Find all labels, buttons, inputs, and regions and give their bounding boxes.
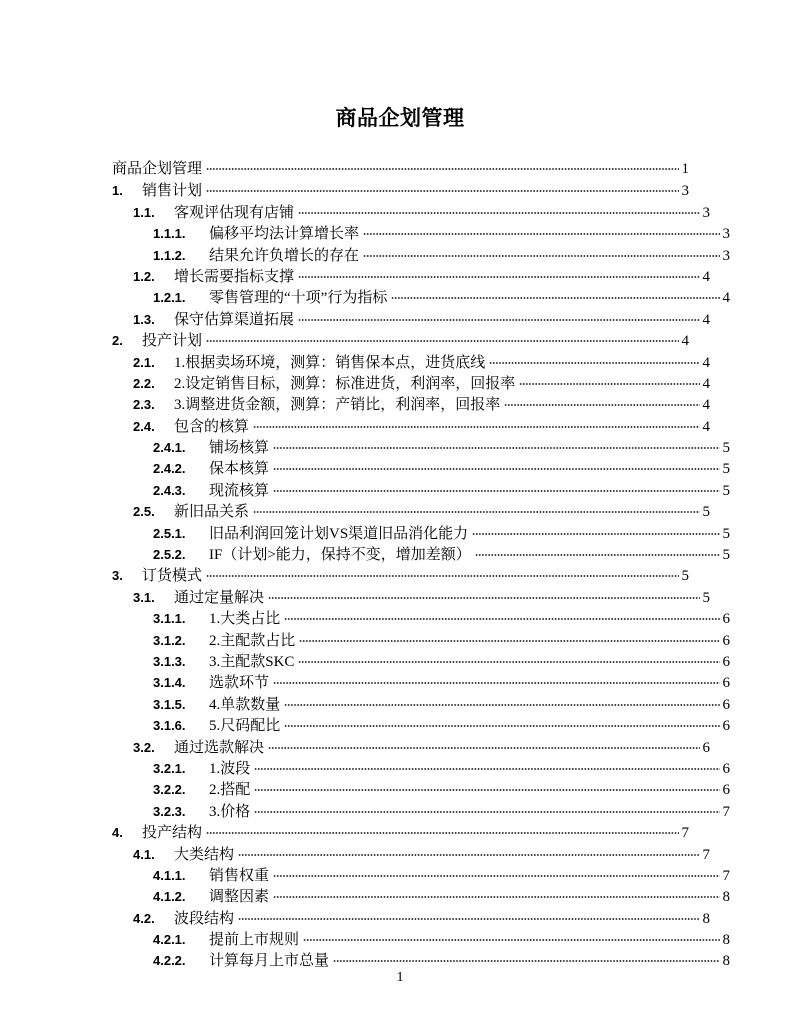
toc-entry-page-number: 3 <box>722 226 730 243</box>
toc-entry-page-number: 6 <box>722 611 730 628</box>
toc-entry-page-number: 4 <box>722 290 730 307</box>
toc-entry-page-number: 5 <box>722 482 730 499</box>
toc-dot-leader <box>273 673 720 687</box>
toc-dot-leader <box>254 802 720 816</box>
toc-entry[interactable] <box>112 715 730 736</box>
toc-entry-label: 包含的核算 <box>174 418 250 435</box>
toc-entry[interactable] <box>112 523 730 544</box>
toc-entry-number: 3.2. <box>133 739 155 755</box>
toc-entry-page-number: 4 <box>702 311 710 328</box>
toc-dot-leader <box>519 374 700 388</box>
toc-entry-label: 3.调整进货金额，测算：产销比，利润率，回报率 <box>174 397 501 414</box>
toc-dot-leader <box>489 353 700 367</box>
toc-entry-number: 4.1. <box>133 846 155 862</box>
toc-entry[interactable] <box>112 159 689 180</box>
toc-entry-number: 3.1. <box>133 589 155 605</box>
toc-entry[interactable] <box>112 737 710 758</box>
toc-entry-number: 3.1.4. <box>153 675 186 691</box>
toc-dot-leader <box>298 310 700 324</box>
toc-dot-leader <box>472 524 720 538</box>
toc-entry[interactable] <box>112 672 730 693</box>
toc-entry[interactable] <box>112 908 710 929</box>
toc-entry-label: 通过选款解决 <box>174 739 265 756</box>
toc-entry[interactable] <box>112 458 730 479</box>
toc-entry[interactable] <box>112 480 730 501</box>
toc-entry-label: 1.根据卖场环境，测算：销售保本点，进货底线 <box>174 354 486 371</box>
toc-entry-page-number: 7 <box>681 825 689 842</box>
toc-entry-label: 保守估算渠道拓展 <box>174 311 295 328</box>
toc-entry-label: 调整因素 <box>209 889 270 906</box>
toc-dot-leader <box>238 909 700 923</box>
toc-dot-leader <box>273 887 720 901</box>
toc-entry[interactable] <box>112 180 689 201</box>
toc-entry-label: 计算每月上市总量 <box>209 953 330 970</box>
toc-entry-number: 2.5.2. <box>153 547 186 563</box>
toc-dot-leader <box>253 417 700 431</box>
toc-entry-number: 2.4.3. <box>153 482 186 498</box>
toc-entry-page-number: 8 <box>722 889 730 906</box>
toc-entry-page-number: 1 <box>681 161 689 177</box>
toc-entry[interactable] <box>112 758 730 779</box>
toc-entry[interactable] <box>112 844 710 865</box>
toc-entry-number: 3.1.1. <box>153 611 186 627</box>
toc-dot-leader <box>298 203 700 217</box>
toc-dot-leader <box>298 652 720 666</box>
toc-entry-label: 2.搭配 <box>209 782 251 799</box>
toc-entry-number: 2.4. <box>133 418 155 434</box>
toc-entry-label: IF（计划>能力，保持不变，增加差额） <box>209 547 471 564</box>
toc-entry[interactable] <box>112 651 730 672</box>
toc-dot-leader <box>273 459 720 473</box>
toc-entry-number: 1. <box>112 183 123 199</box>
toc-entry-number: 3.2.2. <box>153 782 186 798</box>
toc-entry-number: 1.1.1. <box>153 226 186 242</box>
toc-entry[interactable] <box>112 330 689 351</box>
toc-entry-page-number: 3 <box>722 247 730 264</box>
toc-entry-label: 2.主配款占比 <box>209 632 296 649</box>
toc-dot-leader <box>504 395 700 409</box>
toc-entry-page-number: 6 <box>722 760 730 777</box>
toc-entry-page-number: 7 <box>722 803 730 820</box>
toc-entry-page-number: 5 <box>702 504 710 521</box>
table-of-contents <box>112 159 730 972</box>
toc-entry-number: 4. <box>112 825 123 841</box>
toc-dot-leader <box>284 695 720 709</box>
toc-entry-label: 大类结构 <box>174 846 235 863</box>
toc-entry-label: 3.主配款SKC <box>209 653 295 670</box>
page-number-footer: 1 <box>396 970 404 985</box>
toc-entry-number: 2.5. <box>133 504 155 520</box>
toc-entry[interactable] <box>112 352 710 373</box>
toc-entry-label: 订货模式 <box>142 568 203 585</box>
toc-entry-page-number: 6 <box>722 718 730 735</box>
toc-entry-number: 4.1.1. <box>153 867 186 883</box>
toc-entry[interactable] <box>112 223 730 244</box>
toc-entry-number: 1.2. <box>133 268 155 284</box>
toc-entry[interactable] <box>112 266 710 287</box>
toc-dot-leader <box>299 631 720 645</box>
toc-entry-label: 增长需要指标支撑 <box>174 268 295 285</box>
toc-entry-label: 2.设定销售目标，测算：标准进货，利润率，回报率 <box>174 375 516 392</box>
toc-entry[interactable] <box>112 501 710 522</box>
toc-entry-page-number: 6 <box>722 653 730 670</box>
toc-entry-page-number: 5 <box>722 461 730 478</box>
toc-entry-number: 3.1.3. <box>153 653 186 669</box>
toc-dot-leader <box>238 845 700 859</box>
toc-entry-page-number: 5 <box>722 547 730 564</box>
toc-entry-number: 4.2.2. <box>153 953 186 969</box>
toc-entry-label: 3.价格 <box>209 803 251 820</box>
toc-dot-leader <box>206 181 679 195</box>
toc-entry-number: 3.1.6. <box>153 718 186 734</box>
toc-entry[interactable] <box>112 544 730 565</box>
toc-entry-page-number: 8 <box>722 932 730 949</box>
toc-entry-page-number: 4 <box>702 375 710 392</box>
toc-entry-page-number: 6 <box>702 739 710 756</box>
toc-entry-label: 零售管理的“十项”行为指标 <box>209 290 388 307</box>
toc-entry-number: 1.2.1. <box>153 290 186 306</box>
toc-dot-leader <box>254 780 720 794</box>
toc-dot-leader <box>273 481 720 495</box>
toc-dot-leader <box>268 588 700 602</box>
toc-entry[interactable] <box>112 373 710 394</box>
toc-dot-leader <box>298 267 700 281</box>
toc-dot-leader <box>268 738 700 752</box>
toc-dot-leader <box>206 823 679 837</box>
toc-entry-page-number: 6 <box>722 782 730 799</box>
toc-entry-number: 2.3. <box>133 397 155 413</box>
toc-entry[interactable] <box>112 886 730 907</box>
toc-entry-number: 4.2.1. <box>153 932 186 948</box>
toc-entry-label: 选款环节 <box>209 675 270 692</box>
toc-entry-number: 3. <box>112 568 123 584</box>
toc-entry-number: 2.1. <box>133 354 155 370</box>
toc-entry[interactable] <box>112 929 730 950</box>
toc-entry-page-number: 4 <box>702 418 710 435</box>
toc-dot-leader <box>206 331 679 345</box>
toc-entry[interactable] <box>112 394 710 415</box>
page-title: 商品企划管理 <box>335 106 465 130</box>
toc-dot-leader <box>303 930 720 944</box>
toc-entry-page-number: 7 <box>702 846 710 863</box>
toc-entry-page-number: 3 <box>681 183 689 200</box>
toc-dot-leader <box>206 159 679 173</box>
toc-entry-label: 投产结构 <box>142 825 203 842</box>
toc-entry-label: 5.尺码配比 <box>209 718 281 735</box>
toc-dot-leader <box>273 866 720 880</box>
toc-dot-leader <box>391 288 720 302</box>
toc-entry-label: 铺场核算 <box>209 440 270 457</box>
toc-entry-number: 2.4.2. <box>153 461 186 477</box>
toc-entry[interactable] <box>112 245 730 266</box>
toc-entry-page-number: 4 <box>702 354 710 371</box>
toc-entry-page-number: 5 <box>681 568 689 585</box>
toc-dot-leader <box>475 545 720 559</box>
toc-entry-number: 3.2.3. <box>153 803 186 819</box>
toc-entry-label: 保本核算 <box>209 461 270 478</box>
toc-entry[interactable] <box>112 694 730 715</box>
toc-entry[interactable] <box>112 950 730 971</box>
toc-entry[interactable] <box>112 630 730 651</box>
toc-entry-page-number: 6 <box>722 632 730 649</box>
toc-entry-label: 销售计划 <box>142 183 203 200</box>
toc-entry[interactable] <box>112 309 710 330</box>
toc-entry-number: 1.1.2. <box>153 247 186 263</box>
toc-entry-label: 1.大类占比 <box>209 611 281 628</box>
toc-entry-number: 4.2. <box>133 910 155 926</box>
toc-entry-page-number: 4 <box>681 333 689 350</box>
toc-dot-leader <box>254 759 720 773</box>
toc-entry-number: 3.2.1. <box>153 760 186 776</box>
toc-entry-page-number: 5 <box>722 525 730 542</box>
toc-entry[interactable] <box>112 565 689 586</box>
toc-entry-label: 客观评估现有店铺 <box>174 204 295 221</box>
toc-entry-number: 3.1.2. <box>153 632 186 648</box>
toc-entry[interactable] <box>112 587 710 608</box>
toc-entry-number: 4.1.2. <box>153 889 186 905</box>
toc-dot-leader <box>333 951 720 965</box>
toc-entry-number: 3.1.5. <box>153 696 186 712</box>
toc-entry-page-number: 6 <box>722 696 730 713</box>
toc-entry-label: 通过定量解决 <box>174 589 265 606</box>
toc-entry-number: 1.1. <box>133 204 155 220</box>
toc-dot-leader <box>284 609 720 623</box>
toc-entry[interactable] <box>112 416 710 437</box>
toc-entry-label: 商品企划管理 <box>112 161 203 177</box>
toc-dot-leader <box>206 566 679 580</box>
toc-entry[interactable] <box>112 779 730 800</box>
toc-entry-label: 4.单款数量 <box>209 696 281 713</box>
toc-entry-label: 结果允许负增长的存在 <box>209 247 360 264</box>
toc-entry[interactable] <box>112 801 730 822</box>
toc-entry-page-number: 5 <box>722 440 730 457</box>
toc-entry-page-number: 8 <box>722 953 730 970</box>
toc-entry-number: 2.5.1. <box>153 525 186 541</box>
toc-entry-page-number: 4 <box>702 268 710 285</box>
toc-entry[interactable] <box>112 202 710 223</box>
toc-dot-leader <box>363 246 720 260</box>
toc-entry-number: 2.2. <box>133 375 155 391</box>
toc-entry-label: 偏移平均法计算增长率 <box>209 226 360 243</box>
toc-entry-label: 1.波段 <box>209 760 251 777</box>
toc-entry[interactable] <box>112 608 730 629</box>
toc-dot-leader <box>363 224 720 238</box>
toc-entry-label: 波段结构 <box>174 910 235 927</box>
toc-dot-leader <box>253 502 700 516</box>
toc-entry-label: 旧品利润回笼计划VS渠道旧品消化能力 <box>209 525 469 542</box>
toc-entry-page-number: 3 <box>702 204 710 221</box>
toc-entry-label: 提前上市规则 <box>209 932 300 949</box>
toc-entry-number: 2.4.1. <box>153 440 186 456</box>
toc-entry-page-number: 4 <box>702 397 710 414</box>
toc-entry-number: 2. <box>112 333 123 349</box>
toc-dot-leader <box>273 438 720 452</box>
toc-entry-label: 现流核算 <box>209 482 270 499</box>
toc-entry[interactable] <box>112 865 730 886</box>
toc-entry-page-number: 7 <box>722 867 730 884</box>
toc-dot-leader <box>284 716 720 730</box>
toc-entry-page-number: 8 <box>702 910 710 927</box>
toc-entry-page-number: 6 <box>722 675 730 692</box>
toc-entry[interactable] <box>112 437 730 458</box>
toc-entry[interactable] <box>112 287 730 308</box>
toc-entry-number: 1.3. <box>133 311 155 327</box>
toc-entry[interactable] <box>112 822 689 843</box>
toc-entry-page-number: 5 <box>702 589 710 606</box>
toc-entry-label: 投产计划 <box>142 333 203 350</box>
toc-entry-label: 新旧品关系 <box>174 504 250 521</box>
toc-entry-label: 销售权重 <box>209 867 270 884</box>
